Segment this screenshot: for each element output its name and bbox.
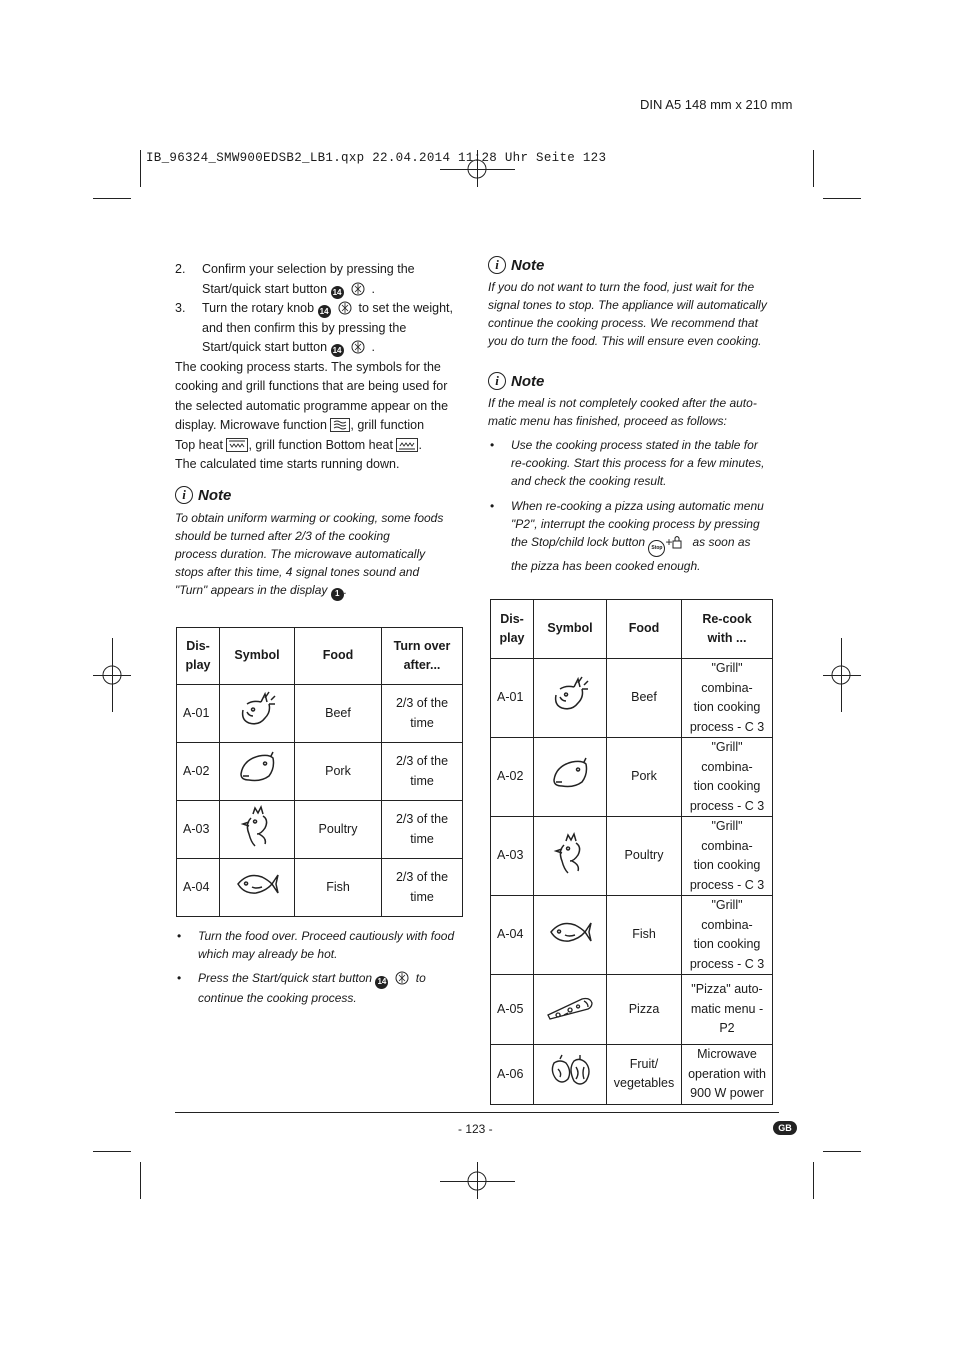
cell-display: A-05 [491, 975, 534, 1045]
cell-display: A-01 [491, 659, 534, 738]
paragraph-line: The cooking process starts. The symbols for the [175, 359, 441, 374]
cell-display: A-03 [177, 801, 220, 859]
note-title: Note [511, 256, 545, 274]
list-item [175, 969, 467, 1007]
table-row [177, 743, 463, 801]
paragraph-line: display. Microwave function [175, 418, 327, 432]
cell-turn-over: 2/3 of the time [382, 801, 463, 859]
cell-recook: "Grill" combina- tion cooking process - C 3 [682, 896, 773, 975]
button-number-badge: 14 [331, 344, 344, 357]
cell-food: Fish [295, 859, 382, 917]
note-line: process duration. The microwave automatically [175, 547, 426, 561]
note-title: Note [198, 486, 232, 504]
list-item [488, 436, 780, 490]
note-2 [488, 256, 780, 350]
punctuation: . [343, 583, 348, 597]
button-number-badge: 14 [318, 305, 331, 318]
bullet-line: • When re-cooking a pizza using automatic menu [511, 499, 764, 513]
header-symbol: Symbol [534, 600, 607, 659]
cell-turn-over: 2/3 of the time [382, 743, 463, 801]
paragraph-line: , grill function [350, 418, 425, 432]
note-line: If you do not want to turn the food, just wait for the [488, 280, 755, 294]
header-symbol: Symbol [220, 628, 295, 685]
pork-icon [534, 738, 607, 817]
cell-recook: "Grill" combina- tion cooking process - C 3 [682, 817, 773, 896]
cell-turn-over: 2/3 of the time [382, 685, 463, 743]
info-icon: i [488, 372, 506, 390]
step-text: Turn the rotary knob [202, 301, 315, 315]
cell-recook: "Pizza" auto- matic menu - P2 [682, 975, 773, 1045]
bullet-line: and check the cooking result. [511, 474, 667, 488]
header-recook: Re-cook with ... [682, 600, 773, 659]
bullet-line: the pizza has been cooked enough. [511, 558, 701, 573]
table-row [177, 685, 463, 743]
info-icon: i [175, 486, 193, 504]
note-line: matic menu has finished, proceed as follows: [488, 414, 727, 428]
table-row [491, 659, 773, 738]
cell-food: Fish [607, 896, 682, 975]
vegetables-icon [534, 1045, 607, 1105]
start-button-icon [395, 971, 409, 985]
fish-icon [220, 859, 295, 917]
start-button-icon [351, 340, 365, 354]
right-bullet-list [488, 436, 780, 575]
cell-display: A-06 [491, 1045, 534, 1105]
steps-list [175, 260, 467, 475]
bullet-text: to continue the cooking process. [198, 971, 426, 1005]
note-line: you do turn the food. This will ensure even cooking. [488, 334, 762, 348]
paragraph-line: . [418, 437, 422, 452]
cell-display: A-04 [177, 859, 220, 917]
cell-display: A-02 [491, 738, 534, 817]
top-heat-icon [226, 438, 248, 452]
punctuation: . [371, 281, 375, 296]
button-number-badge: 14 [331, 286, 344, 299]
page-number: - 123 - [458, 1122, 493, 1136]
cell-food: Pork [295, 743, 382, 801]
list-item: • When re-cooking a pizza using automatic menu "P2", interrupt the cooking process by pressing the Stop/child lock button Stop + as soon as the pizza has been cooked enough. [488, 497, 780, 575]
header-display: Dis- play [491, 600, 534, 659]
header-display: Dis- play [177, 628, 220, 685]
stop-button-icon: Stop [648, 540, 665, 557]
cell-food: Pizza [607, 975, 682, 1045]
header-turn-over: Turn over after... [382, 628, 463, 685]
cell-display: A-02 [177, 743, 220, 801]
language-badge: GB [773, 1121, 797, 1135]
poultry-icon [220, 801, 295, 859]
note-line: continue the cooking process. We recommend that [488, 316, 758, 330]
paragraph-line: Top heat [175, 437, 223, 452]
step-text: and then confirm this by pressing the [202, 320, 407, 335]
cell-recook: Microwave operation with 900 W power [682, 1045, 773, 1105]
cell-recook: "Grill" combina- tion cooking process - C 3 [682, 659, 773, 738]
table-row [491, 738, 773, 817]
pork-icon [220, 743, 295, 801]
recook-table [490, 599, 773, 1105]
table-header-row [177, 628, 463, 685]
note-line: should be turned after 2/3 of the cooking [175, 529, 390, 543]
punctuation: . [371, 340, 375, 354]
cooking-paragraph [175, 358, 467, 475]
bullet-line: as soon as [692, 535, 751, 549]
fish-icon [534, 896, 607, 975]
paragraph-line: cooking and grill functions that are being used for [175, 379, 448, 393]
bullet-line: "P2", interrupt the cooking process by pressing [511, 517, 760, 531]
step-2 [175, 260, 467, 299]
step-number: 2. [175, 262, 186, 276]
file-header: IB_96324_SMW900EDSB2_LB1.qxp 22.04.2014 11:28 Uhr Seite 123 [146, 151, 607, 165]
rotary-knob-icon [338, 301, 352, 315]
beef-icon [534, 659, 607, 738]
note-line: signal tones to stop. The appliance will automatically [488, 298, 767, 312]
step-text: to set the weight, [358, 301, 453, 315]
header-food: Food [607, 600, 682, 659]
table-row [177, 859, 463, 917]
note-heading [175, 486, 467, 504]
beef-icon [220, 685, 295, 743]
table-row [491, 896, 773, 975]
cell-food: Beef [607, 659, 682, 738]
table-row [177, 801, 463, 859]
cell-display: A-04 [491, 896, 534, 975]
display-number-badge: 1 [331, 588, 344, 601]
table-row [491, 975, 773, 1045]
table-header-row [491, 600, 773, 659]
note-line: To obtain uniform warming or cooking, some foods [175, 511, 444, 525]
header-food: Food [295, 628, 382, 685]
list-item: • Turn the food over. Proceed cautiously with food which may already be hot. [175, 927, 467, 963]
note-1 [175, 486, 467, 601]
note-heading [488, 372, 780, 390]
paragraph-line: The calculated time starts running down. [175, 457, 400, 471]
format-label: DIN A5 148 mm x 210 mm [640, 97, 793, 112]
table-row [491, 1045, 773, 1105]
info-icon: i [488, 256, 506, 274]
note-heading [488, 256, 780, 274]
start-button-icon [351, 282, 365, 296]
bullet-text: Press the Start/quick start button [198, 971, 373, 985]
step-number: 3. [175, 301, 186, 315]
cell-food: Beef [295, 685, 382, 743]
cell-food: Fruit/ vegetables [607, 1045, 682, 1105]
paragraph-line: , grill function Bottom heat [248, 437, 393, 452]
step-text: Start/quick start button [202, 281, 328, 296]
bottom-heat-icon [396, 438, 418, 452]
microwave-function-icon [330, 418, 350, 432]
note-line: "Turn" appears in the display [175, 583, 328, 597]
cell-food: Poultry [295, 801, 382, 859]
cell-display: A-01 [177, 685, 220, 743]
child-lock-icon [672, 535, 682, 549]
pizza-icon [534, 975, 607, 1045]
step-3 [175, 299, 467, 358]
cell-recook: "Grill" combina- tion cooking process - C 3 [682, 738, 773, 817]
cell-food: Poultry [607, 817, 682, 896]
cell-display: A-03 [491, 817, 534, 896]
note-line: stops after this time, 4 signal tones sound and [175, 565, 420, 579]
bullet-line: re-cooking. Start this process for a few minutes, [511, 456, 765, 470]
bullet-line: the Stop/child lock button [511, 535, 646, 549]
footer-rule [175, 1112, 779, 1113]
table-row [491, 817, 773, 896]
note-title: Note [511, 372, 545, 390]
cell-food: Pork [607, 738, 682, 817]
turn-over-table [176, 627, 463, 917]
paragraph-line: the selected automatic programme appear on the [175, 398, 449, 413]
button-number-badge: 14 [375, 976, 388, 989]
note-line: If the meal is not completely cooked after the auto- [488, 396, 757, 410]
note-3 [488, 372, 780, 575]
poultry-icon [534, 817, 607, 896]
step-text: Confirm your selection by pressing the [202, 262, 415, 276]
cell-turn-over: 2/3 of the time [382, 859, 463, 917]
left-bullet-list [175, 927, 467, 1007]
bullet-line: • Use the cooking process stated in the table for [511, 438, 758, 452]
step-text: Start/quick start button [202, 340, 328, 354]
